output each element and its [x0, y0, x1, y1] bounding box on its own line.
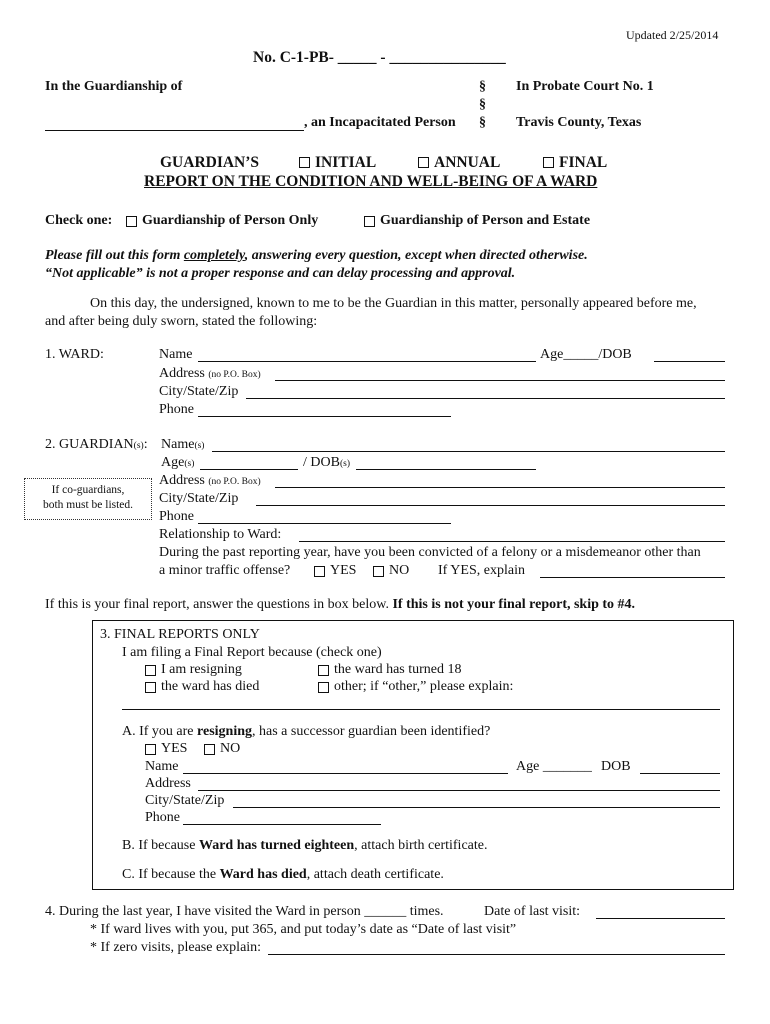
- ward-city-label: City/State/Zip: [159, 384, 239, 399]
- other-reason-checkbox[interactable]: [318, 682, 329, 693]
- co-guardians-note-line-2: both must be listed.: [42, 499, 134, 511]
- successor-dob-field[interactable]: [640, 773, 720, 774]
- guardian-city-label: City/State/Zip: [159, 491, 239, 506]
- successor-yes-checkbox[interactable]: [145, 744, 156, 755]
- guardian-age-field[interactable]: [200, 469, 298, 470]
- visits-question: 4. During the last year, I have visited the Ward in person ______ times.: [45, 904, 444, 919]
- conviction-no-label: NO: [389, 563, 410, 578]
- instruction-line-2: “Not applicable” is not a proper response and can delay processing and approval.: [45, 266, 516, 281]
- initial-label: INITIAL: [315, 154, 377, 171]
- guardianship-of-label: In the Guardianship of: [45, 79, 183, 94]
- person-estate-label: Guardianship of Person and Estate: [380, 213, 591, 228]
- successor-no-checkbox[interactable]: [204, 744, 215, 755]
- guardian-phone-label: Phone: [159, 509, 194, 524]
- conviction-question-line-2: a minor traffic offense?: [159, 563, 291, 578]
- resigning-label: I am resigning: [161, 662, 242, 677]
- oath-line-1: On this day, the undersigned, known to me to be the Guardian in this matter, personally appeared before me,: [90, 296, 697, 311]
- section-sign-3: §: [479, 115, 486, 130]
- guardian-address-field[interactable]: [275, 487, 725, 488]
- report-title: REPORT ON THE CONDITION AND WELL-BEING OF A WARD: [144, 173, 598, 190]
- check-one-label: Check one:: [45, 213, 113, 228]
- zero-visits-explain-field[interactable]: [268, 954, 725, 955]
- ward-phone-label: Phone: [159, 402, 194, 417]
- guardians-label: GUARDIAN’S: [160, 154, 260, 171]
- conviction-yes-checkbox[interactable]: [314, 566, 325, 577]
- successor-phone-field[interactable]: [183, 824, 381, 825]
- ward-age-dob-label: Age_____/DOB: [540, 347, 632, 362]
- successor-name-field[interactable]: [183, 773, 508, 774]
- guardian-address-label: Address (no P.O. Box): [159, 473, 261, 488]
- other-explain-field[interactable]: [122, 709, 720, 710]
- successor-address-label: Address: [145, 776, 191, 791]
- turned-18-label: the ward has turned 18: [334, 662, 462, 677]
- conviction-question-line-1: During the past reporting year, have you been convicted of a felony or a misdemeanor other than: [159, 545, 701, 560]
- incapacitated-person-label: , an Incapacitated Person: [304, 115, 456, 130]
- instruction-line-1: Please fill out this form completely, answering every question, except when directed otherwise.: [45, 248, 588, 263]
- incapacitated-name-field[interactable]: [45, 130, 304, 131]
- other-reason-label: other; if “other,” please explain:: [334, 679, 514, 694]
- annual-checkbox[interactable]: [418, 157, 429, 168]
- updated-date: Updated 2/25/2014: [626, 28, 719, 42]
- resigning-checkbox[interactable]: [145, 665, 156, 676]
- guardian-phone-field[interactable]: [198, 523, 451, 524]
- final-reports-heading: 3. FINAL REPORTS ONLY: [100, 627, 260, 642]
- ward-section-label: 1. WARD:: [45, 347, 104, 362]
- final-filing-label: I am filing a Final Report because (check one): [122, 645, 382, 660]
- successor-address-field[interactable]: [198, 790, 720, 791]
- person-estate-checkbox[interactable]: [364, 216, 375, 227]
- ward-phone-field[interactable]: [198, 416, 451, 417]
- successor-city-field[interactable]: [233, 807, 720, 808]
- guardian-city-field[interactable]: [256, 505, 725, 506]
- ward-name-field[interactable]: [198, 361, 536, 362]
- final-checkbox[interactable]: [543, 157, 554, 168]
- probate-court-label: In Probate Court No. 1: [516, 79, 654, 94]
- ward-dob-field[interactable]: [654, 361, 725, 362]
- birth-certificate-note: B. If because Ward has turned eighteen, attach birth certificate.: [122, 838, 488, 853]
- initial-checkbox[interactable]: [299, 157, 310, 168]
- relationship-label: Relationship to Ward:: [159, 527, 282, 542]
- relationship-field[interactable]: [299, 541, 725, 542]
- ward-died-checkbox[interactable]: [145, 682, 156, 693]
- person-only-checkbox[interactable]: [126, 216, 137, 227]
- conviction-no-checkbox[interactable]: [373, 566, 384, 577]
- conviction-explain-field[interactable]: [540, 577, 725, 578]
- death-certificate-note: C. If because the Ward has died, attach death certificate.: [122, 867, 444, 882]
- annual-label: ANNUAL: [434, 154, 501, 171]
- last-visit-field[interactable]: [596, 918, 725, 919]
- guardian-dob-label: / DOB(s): [303, 455, 350, 470]
- successor-dob-label: DOB: [601, 759, 631, 774]
- guardian-age-label: Age(s): [161, 455, 195, 470]
- successor-phone-label: Phone: [145, 810, 180, 825]
- co-guardians-note-line-1: If co-guardians,: [51, 484, 125, 496]
- successor-age-label: Age _______: [516, 759, 592, 774]
- guardian-dob-field[interactable]: [356, 469, 536, 470]
- conviction-yes-label: YES: [330, 563, 357, 578]
- guardian-section-label: 2. GUARDIAN(s):: [45, 437, 148, 452]
- section-sign-1: §: [479, 79, 486, 94]
- case-number: No. C-1-PB- _____ - _______________: [253, 49, 506, 66]
- ward-name-label: Name: [159, 347, 193, 362]
- guardian-name-label: Name(s): [161, 437, 205, 452]
- successor-name-label: Name: [145, 759, 179, 774]
- final-label: FINAL: [559, 154, 608, 171]
- guardian-name-field[interactable]: [212, 451, 725, 452]
- county-label: Travis County, Texas: [516, 115, 642, 130]
- visits-note-1: * If ward lives with you, put 365, and put today’s date as “Date of last visit”: [90, 922, 517, 937]
- section-sign-2: §: [479, 97, 486, 112]
- successor-yes-label: YES: [161, 741, 188, 756]
- ward-address-label: Address (no P.O. Box): [159, 366, 261, 381]
- successor-city-label: City/State/Zip: [145, 793, 225, 808]
- ward-address-field[interactable]: [275, 380, 725, 381]
- successor-no-label: NO: [220, 741, 241, 756]
- ward-city-field[interactable]: [246, 398, 725, 399]
- conviction-explain-label: If YES, explain: [438, 563, 525, 578]
- oath-line-2: and after being duly sworn, stated the following:: [45, 314, 318, 329]
- person-only-label: Guardianship of Person Only: [142, 213, 319, 228]
- last-visit-label: Date of last visit:: [484, 904, 581, 919]
- co-guardians-note: [24, 478, 152, 520]
- successor-question: A. If you are resigning, has a successor guardian been identified?: [122, 724, 491, 739]
- visits-note-2: * If zero visits, please explain:: [90, 940, 262, 955]
- ward-died-label: the ward has died: [161, 679, 260, 694]
- final-report-note: If this is your final report, answer the questions in box below. If this is not your final report, skip to #4.: [45, 597, 636, 612]
- turned-18-checkbox[interactable]: [318, 665, 329, 676]
